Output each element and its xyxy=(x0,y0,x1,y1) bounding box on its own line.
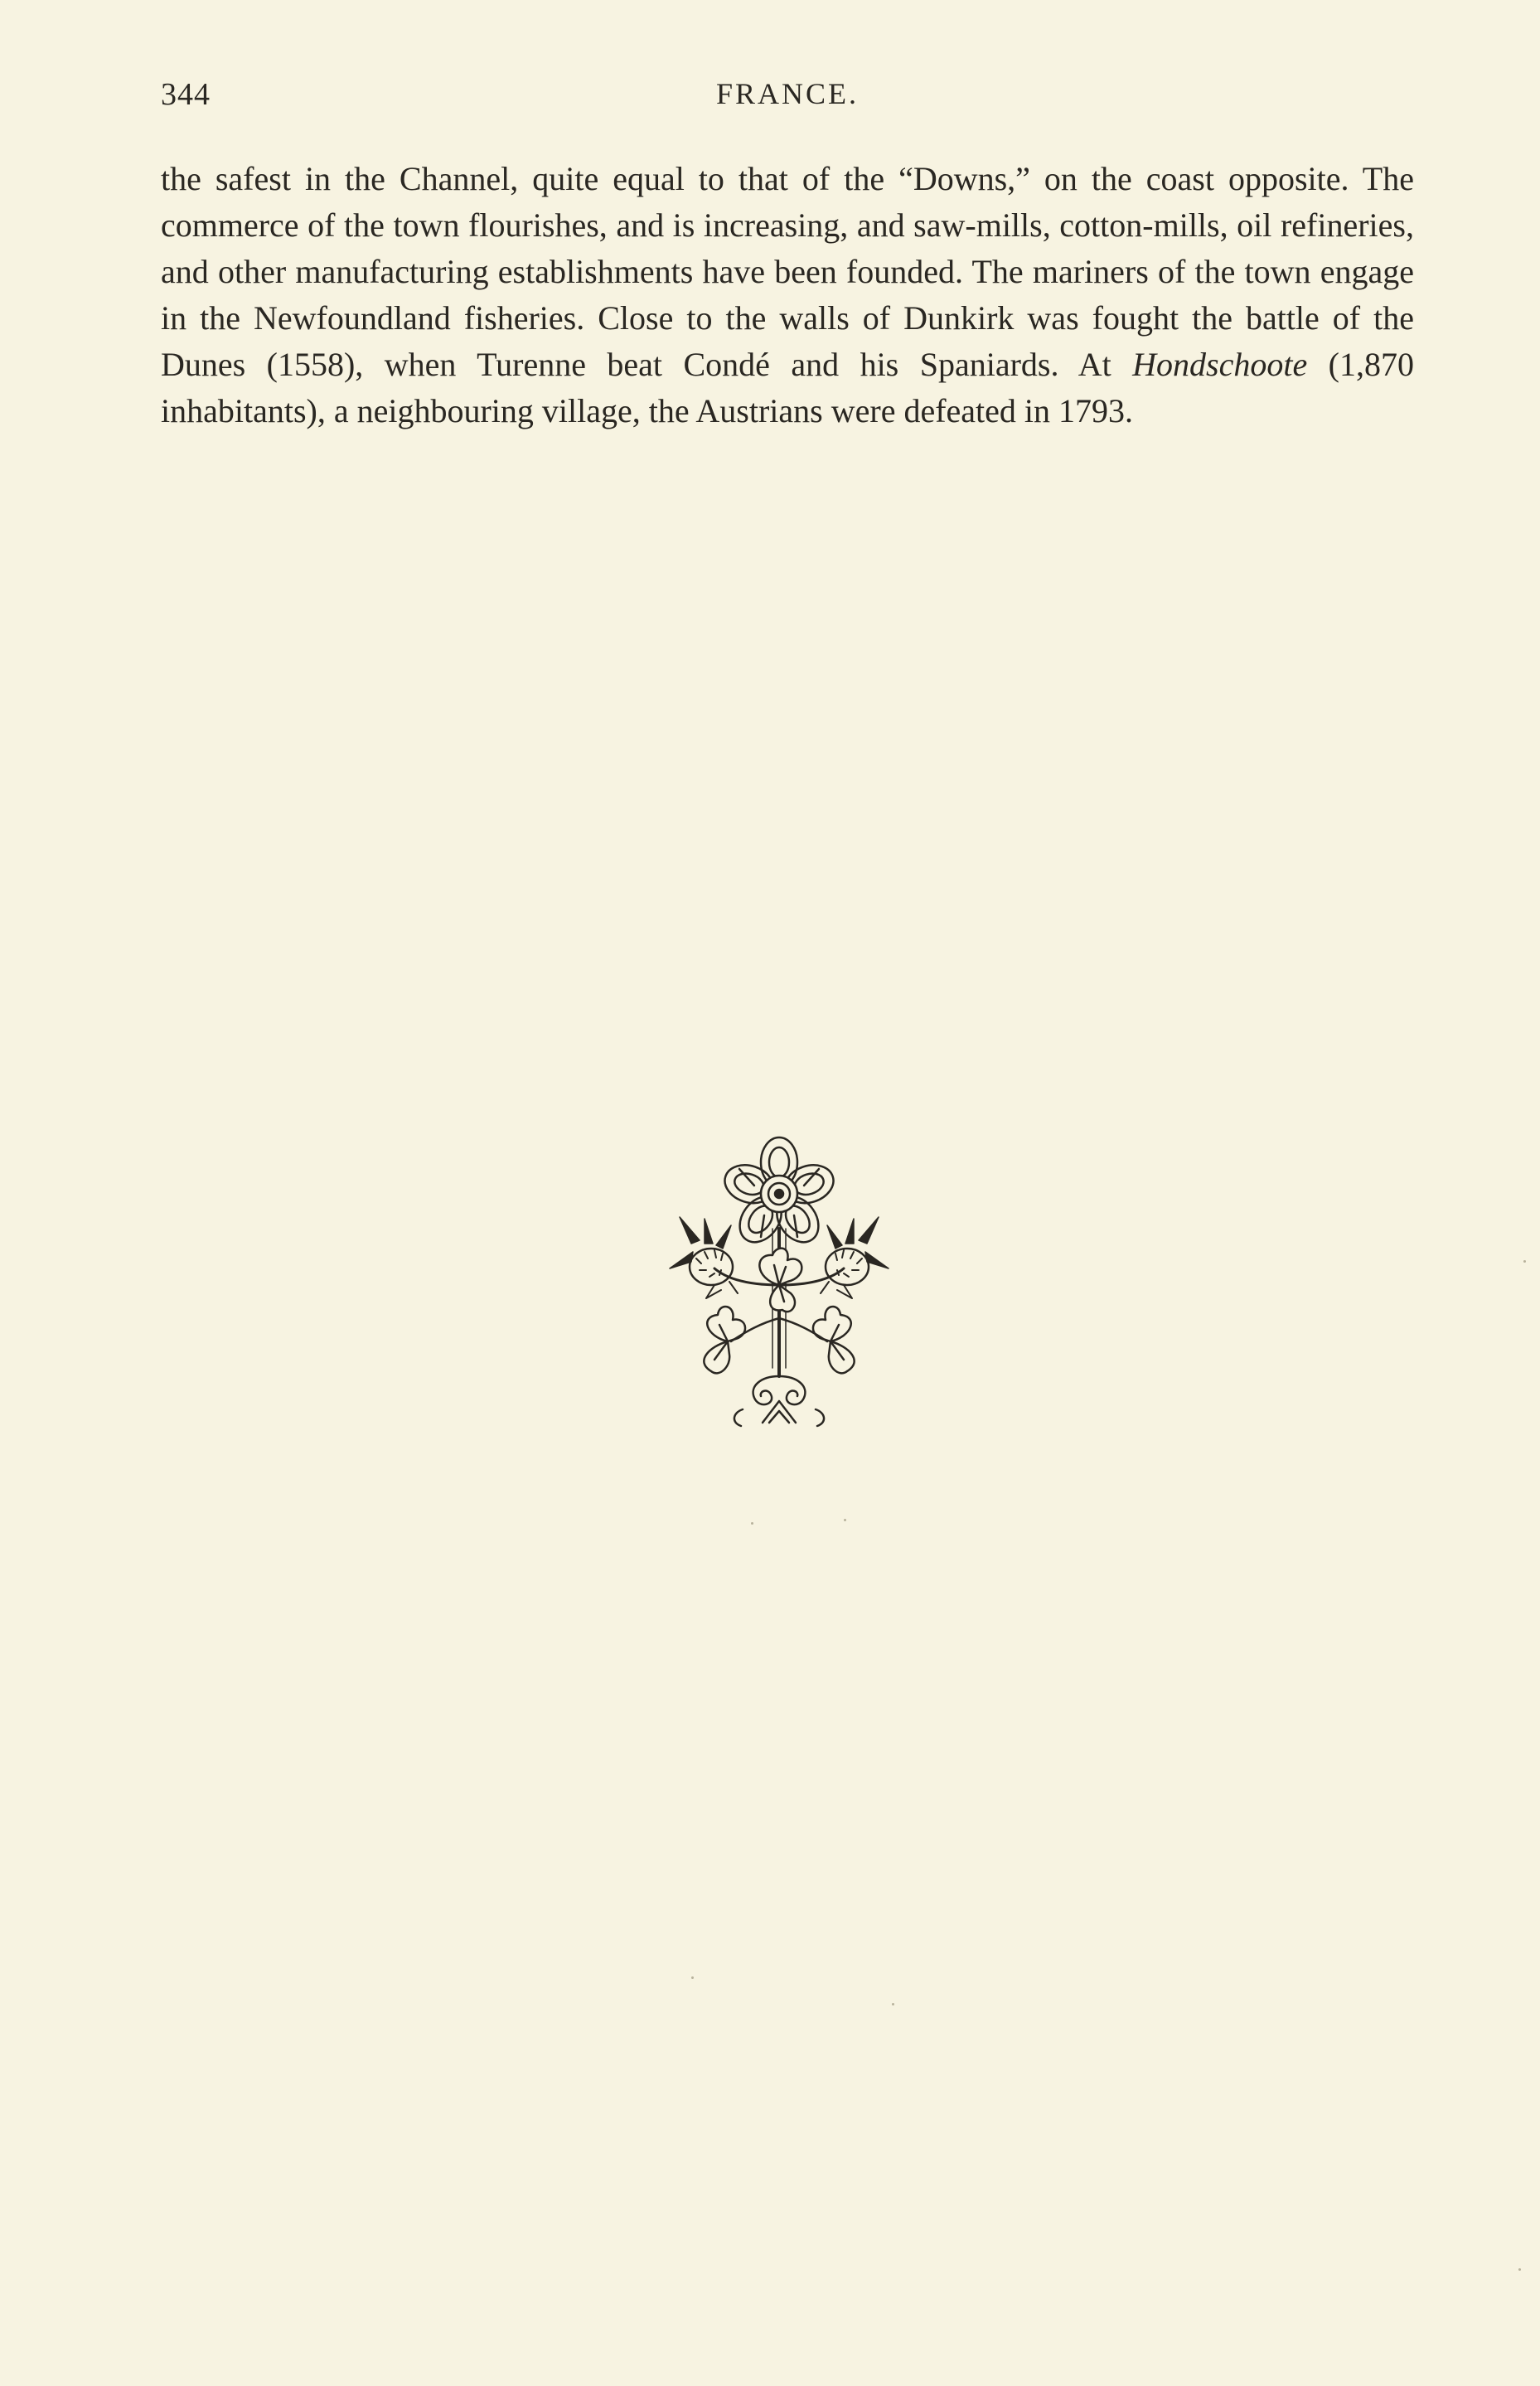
paper-speck xyxy=(751,1522,753,1525)
paper-speck xyxy=(892,2003,894,2005)
shamrock-center-icon xyxy=(759,1249,801,1312)
scroll-base-icon xyxy=(734,1376,824,1426)
running-title: FRANCE. xyxy=(715,77,860,110)
paragraph-text-end: (1,870 inhabitants), a neighbouring village, the Austrians were defeated in 1793. xyxy=(161,346,1415,429)
page-header xyxy=(161,76,1414,126)
paper-speck xyxy=(844,1519,846,1521)
shamrock-left-icon xyxy=(704,1307,745,1373)
place-name: Hondschoote xyxy=(1132,346,1308,383)
shamrock-right-icon xyxy=(813,1307,855,1373)
body-paragraph xyxy=(161,156,1414,434)
page-number: 344 xyxy=(161,77,211,112)
paragraph-text-start: the safest in the Channel, quite equal to that of the “Downs,” on the coast opposite. The commerce of the town flourishes, and is increasing, and saw-mills, cotton-mills, oil refineries, and other manufacturing establishments have been founded. The mariners of the town engage in the Newfoundland fisheries. Close to the walls of Dunkirk was fought the battle of the Dunes (1558), when Turenne beat Condé and his Spaniards. At xyxy=(161,160,1414,383)
paper-speck xyxy=(1523,1260,1526,1263)
paper-speck xyxy=(691,1976,694,1979)
floral-emblem-rose-thistle-shamrock-icon xyxy=(663,1128,895,1443)
paper-speck xyxy=(1518,2268,1521,2271)
